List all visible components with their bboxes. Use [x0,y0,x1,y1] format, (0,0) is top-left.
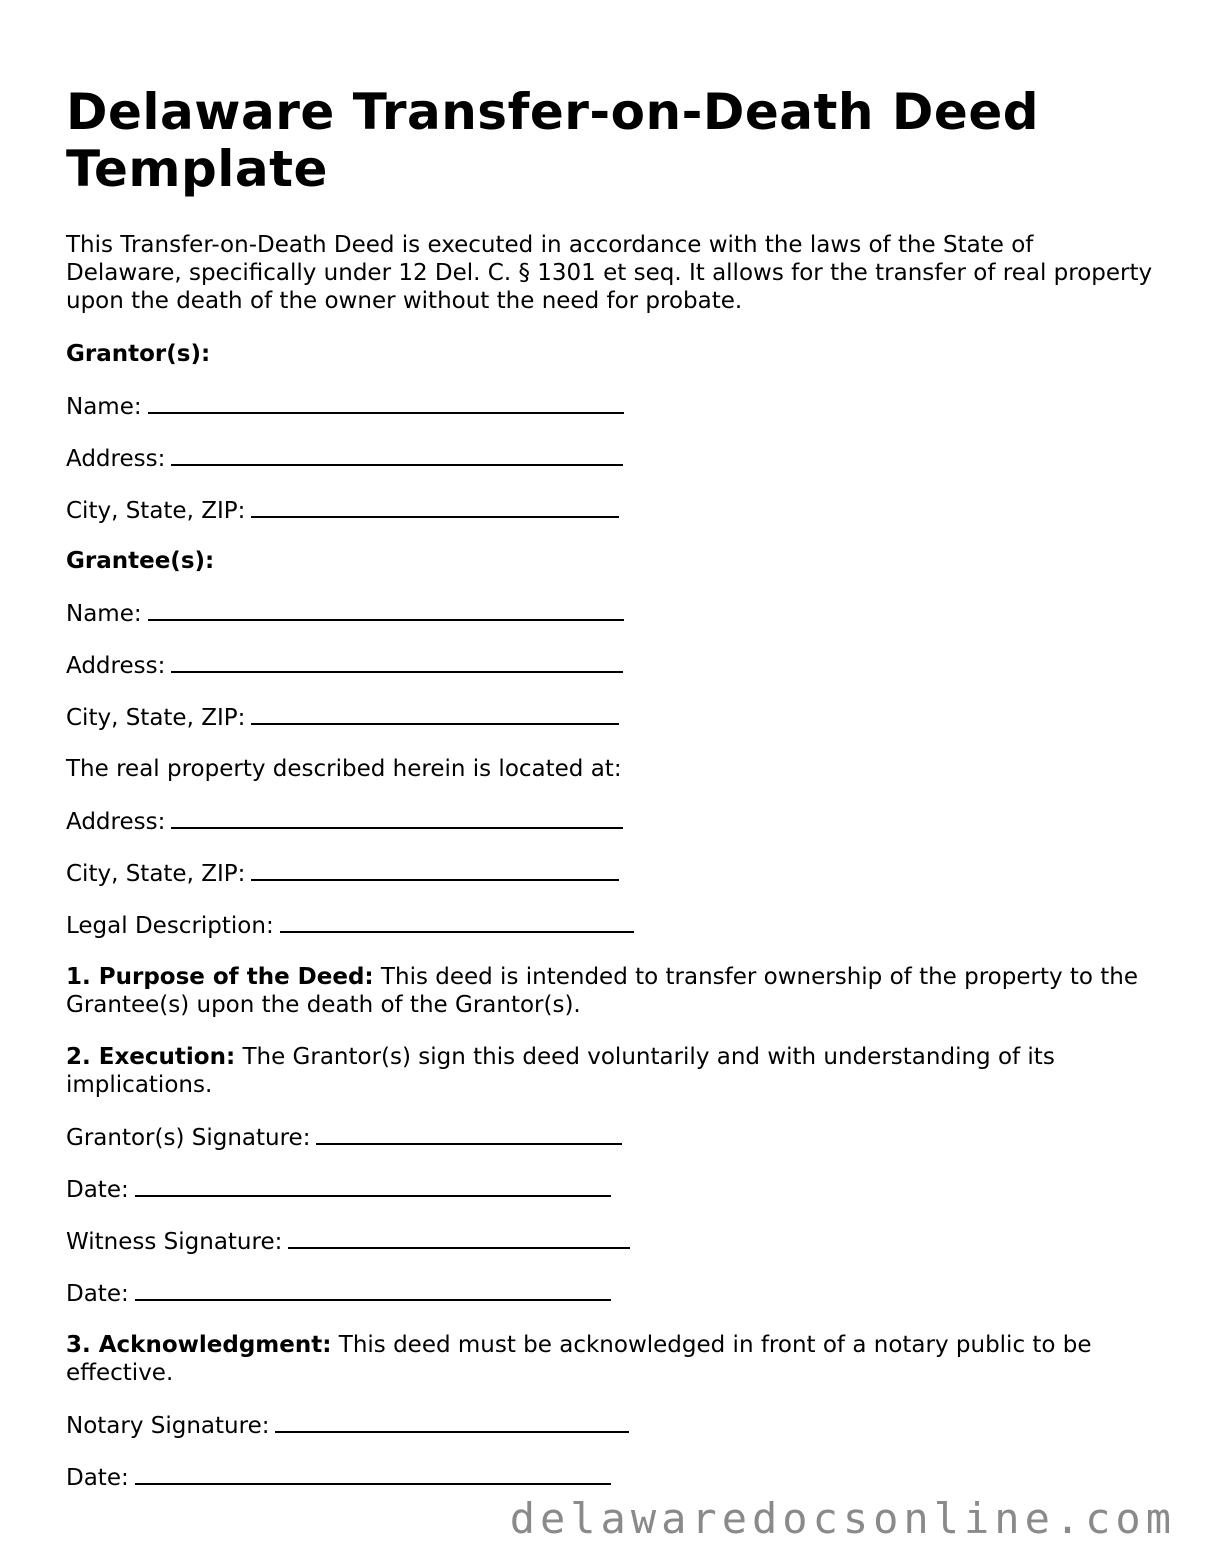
grantor-city-field[interactable] [251,496,619,518]
acknowledgment-title: 3. Acknowledgment: [66,1332,332,1358]
grantee-address-label: Address: [66,653,166,679]
notary-signature-field[interactable] [275,1411,629,1433]
purpose-title: 1. Purpose of the Deed: [66,964,374,990]
grantor-signature-field[interactable] [316,1123,622,1145]
grantee-address-row [66,651,623,680]
grantor-name-label: Name: [66,394,142,420]
grantor-date-field[interactable] [135,1175,611,1197]
grantee-name-field[interactable] [148,599,624,621]
site-watermark: delawaredocsonline.com [509,1494,1176,1543]
property-city-field[interactable] [251,859,619,881]
grantor-name-row [66,392,624,421]
grantor-address-label: Address: [66,446,166,472]
property-city-row [66,859,619,888]
witness-date-label: Date: [66,1281,129,1307]
property-address-row [66,807,623,836]
legal-description-field[interactable] [280,911,634,933]
grantor-date-label: Date: [66,1177,129,1203]
grantor-signature-row [66,1123,622,1152]
property-address-label: Address: [66,809,166,835]
property-city-label: City, State, ZIP: [66,861,246,887]
witness-date-field[interactable] [135,1279,611,1301]
grantor-city-row [66,496,619,525]
purpose-text: This deed is intended to transfer ownership of the property to the Grantee(s) upon the death of the Grantor(s). [66,964,1139,1018]
legal-description-label: Legal Description: [66,913,274,939]
notary-signature-row [66,1411,629,1440]
grantor-name-field[interactable] [148,392,624,414]
notary-date-label: Date: [66,1465,129,1491]
property-intro: The real property described herein is located at: [66,756,622,782]
notary-date-field[interactable] [135,1463,611,1485]
grantee-name-label: Name: [66,601,142,627]
grantee-name-row [66,599,624,628]
notary-date-row [66,1463,611,1492]
grantor-heading: Grantor(s): [66,341,211,367]
purpose-section [66,963,1156,1019]
grantee-heading: Grantee(s): [66,548,215,574]
grantee-city-label: City, State, ZIP: [66,705,246,731]
acknowledgment-section [66,1331,1156,1387]
witness-signature-row [66,1227,630,1256]
execution-section [66,1043,1156,1099]
legal-description-row [66,911,634,940]
grantee-address-field[interactable] [171,651,623,673]
witness-signature-label: Witness Signature: [66,1229,283,1255]
execution-text: The Grantor(s) sign this deed voluntarily and with understanding of its implications. [66,1044,1055,1098]
document-title: Delaware Transfer-on-Death Deed Template [66,83,1040,198]
grantor-city-label: City, State, ZIP: [66,498,246,524]
grantor-address-field[interactable] [171,444,623,466]
execution-title: 2. Execution: [66,1044,236,1070]
intro-paragraph: This Transfer-on-Death Deed is executed in accordance with the laws of the State of Delaware, specifically under 12 Del. C. § 1301 et seq. It allows for the transfer of real property upon the death of the owner without the need for probate. [66,232,1153,314]
grantee-city-field[interactable] [251,703,619,725]
grantor-address-row [66,444,623,473]
grantee-city-row [66,703,619,732]
property-address-field[interactable] [171,807,623,829]
notary-signature-label: Notary Signature: [66,1413,270,1439]
acknowledgment-text: This deed must be acknowledged in front of a notary public to be effective. [66,1332,1092,1386]
grantor-signature-label: Grantor(s) Signature: [66,1125,311,1151]
witness-date-row [66,1279,611,1308]
witness-signature-field[interactable] [288,1227,630,1249]
grantor-date-row [66,1175,611,1204]
